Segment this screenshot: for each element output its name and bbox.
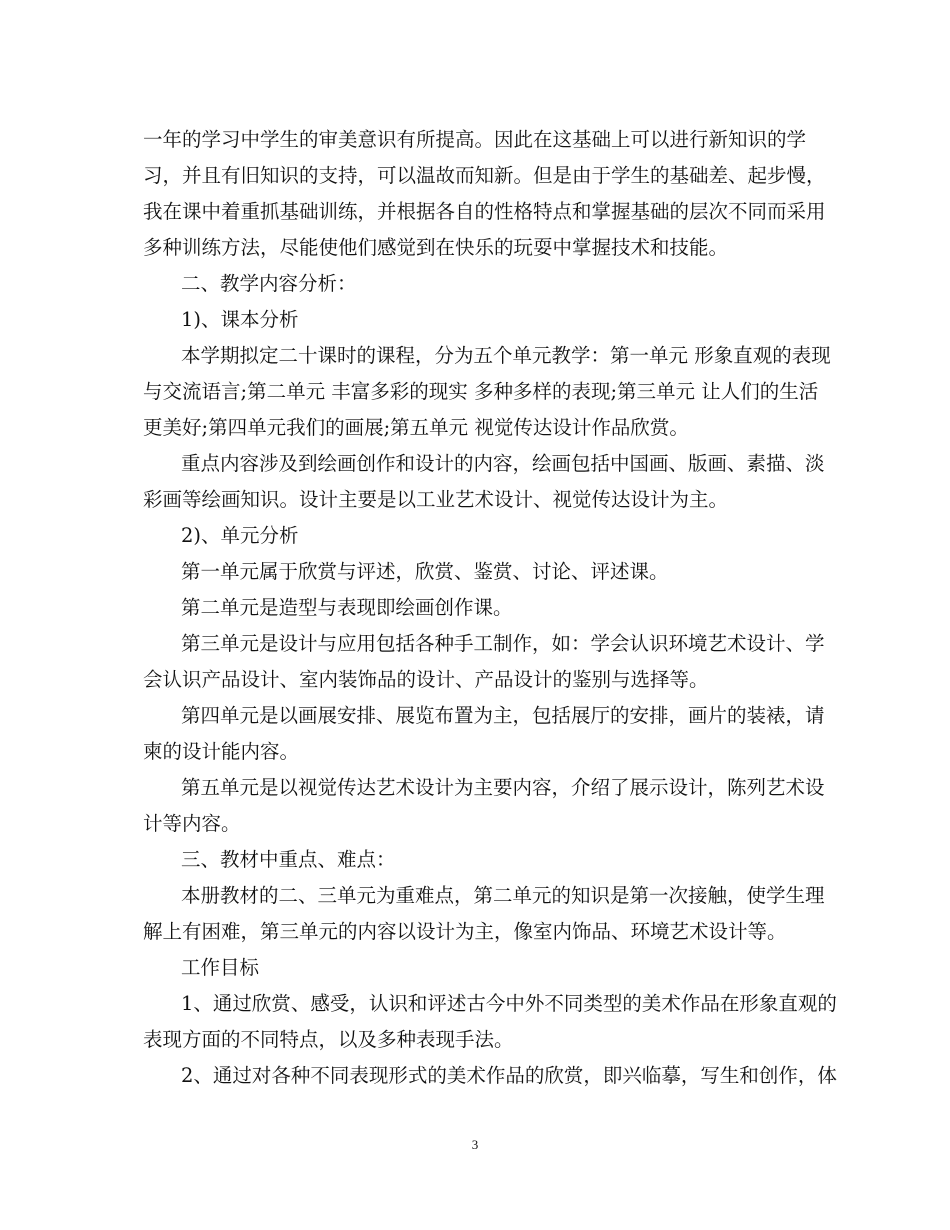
subsection-heading: 2)、单元分析 — [181, 524, 299, 547]
text-line: 解上有困难，第三单元的内容以设计为主，像室内饰品、环境艺术设计等。 — [143, 920, 787, 943]
text-line: 彩画等绘画知识。设计主要是以工业艺术设计、视觉传达设计为主。 — [143, 488, 729, 511]
text-line: 一年的学习中学生的审美意识有所提高。因此在这基础上可以进行新知识的学 — [143, 128, 807, 151]
section-heading: 工作目标 — [181, 956, 260, 979]
document-body — [143, 122, 837, 1094]
text-line: 1、通过欣赏、感受，认识和评述古今中外不同类型的美术作品在形象直观的 — [181, 992, 837, 1015]
text-line: 会认识产品设计、室内装饰品的设计、产品设计的鉴别与选择等。 — [143, 668, 709, 691]
page-number: 3 — [471, 1137, 479, 1152]
text-line: 我在课中着重抓基础训练，并根据各自的性格特点和掌握基础的层次不同而采用 — [143, 200, 826, 223]
text-line: 与交流语言;第二单元 丰富多彩的现实 多种多样的表现;第三单元 让人们的生活 — [143, 380, 819, 403]
text-line: 多种训练方法，尽能使他们感觉到在快乐的玩耍中掌握技术和技能。 — [143, 236, 729, 259]
text-line: 第四单元是以画展安排、展览布置为主，包括展厅的安排，画片的装裱，请 — [181, 704, 825, 727]
text-line: 更美好;第四单元我们的画展;第五单元 视觉传达设计作品欣赏。 — [143, 416, 689, 439]
text-line: 第三单元是设计与应用包括各种手工制作，如：学会认识环境艺术设计、学 — [181, 632, 825, 655]
section-heading: 二、教学内容分析： — [181, 272, 357, 295]
section-heading: 三、教材中重点、难点： — [181, 848, 396, 871]
text-line: 柬的设计能内容。 — [143, 740, 300, 763]
text-line: 计等内容。 — [143, 812, 241, 835]
text-line: 表现方面的不同特点，以及多种表现手法。 — [143, 1028, 514, 1051]
text-line: 习，并且有旧知识的支持，可以温故而知新。但是由于学生的基础差、起步慢， — [143, 164, 826, 187]
text-line: 第二单元是造型与表现即绘画创作课。 — [181, 596, 513, 619]
text-line: 本册教材的二、三单元为重难点，第二单元的知识是第一次接触，使学生理 — [181, 884, 825, 907]
text-line: 第五单元是以视觉传达艺术设计为主要内容，介绍了展示设计，陈列艺术设 — [181, 776, 825, 799]
text-line: 2、通过对各种不同表现形式的美术作品的欣赏，即兴临摹，写生和创作，体 — [181, 1064, 837, 1087]
text-line: 第一单元属于欣赏与评述，欣赏、鉴赏、讨论、评述课。 — [181, 560, 669, 583]
text-line: 重点内容涉及到绘画创作和设计的内容，绘画包括中国画、版画、素描、淡 — [181, 452, 825, 475]
subsection-heading: 1)、课本分析 — [181, 308, 299, 331]
text-line: 本学期拟定二十课时的课程，分为五个单元教学：第一单元 形象直观的表现 — [181, 344, 831, 367]
